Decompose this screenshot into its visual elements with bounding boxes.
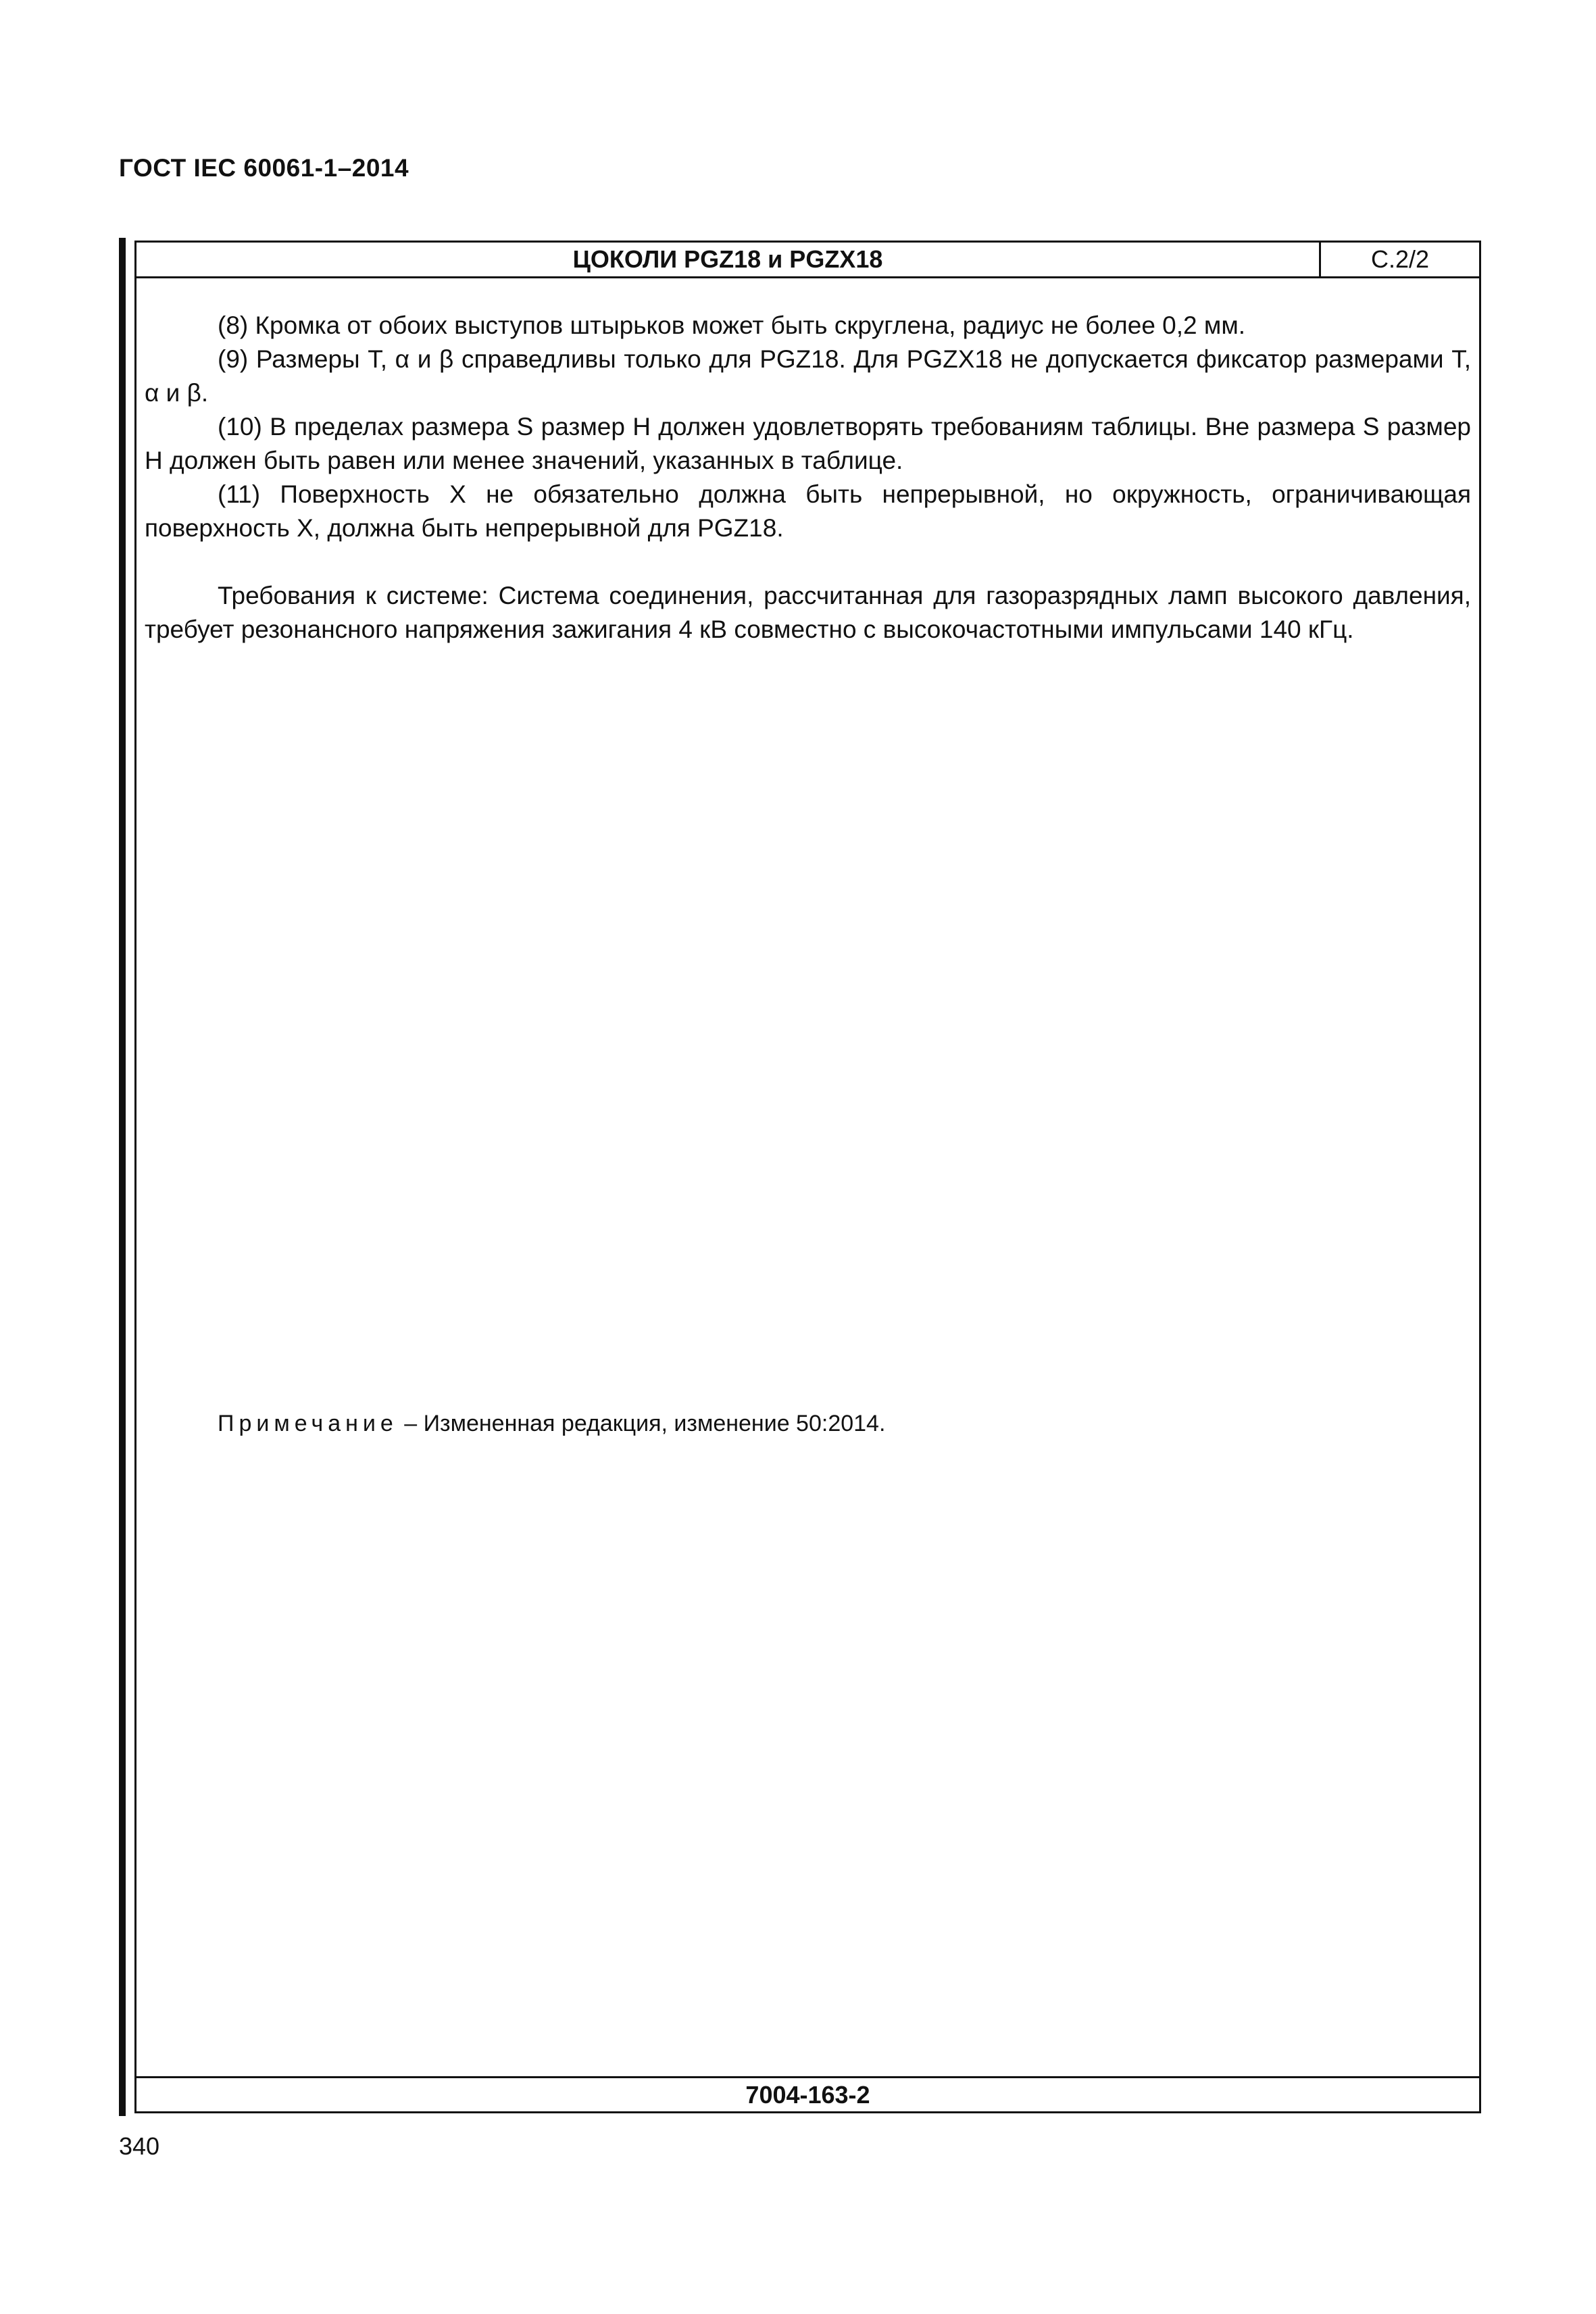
sheet-header [136,243,1479,278]
note [218,1410,885,1437]
paragraph-11: (11) Поверхность X не обязательно должна быть непрерывной, но окружность, ограничивающая поверхность X, должна быть непрерывной для PGZ18. [145,480,1471,542]
sheet-footer-code: 7004-163-2 [136,2076,1479,2111]
note-label: Примечание [218,1411,398,1436]
page-number: 340 [119,2132,160,2160]
document-code: ГОСТ IEC 60061-1–2014 [119,154,409,182]
sheet-title: ЦОКОЛИ PGZ18 и PGZX18 [136,243,1321,276]
paragraph-9: (9) Размеры T, α и β справедливы только для PGZ18. Для PGZX18 не допускается фиксатор размерами T, α и β. [145,345,1471,407]
sheet-content [145,309,1471,647]
paragraph-10: (10) В пределах размера S размер H должен удовлетворять требованиям таблицы. Вне размера S размер H должен быть равен или менее значений, указанных в таблице. [145,413,1471,474]
standard-sheet-frame [134,241,1481,2113]
note-text: – Измененная редакция, изменение 50:2014. [397,1411,886,1436]
system-requirements-paragraph: Требования к системе: Система соединения, рассчитанная для газоразрядных ламп высокого давления, требует резонансного напряжения зажигания 4 кВ совместно с высокочастотными импульсами 140 кГц. [145,582,1471,643]
margin-bar [119,238,126,2116]
sheet-number: С.2/2 [1370,245,1430,273]
paragraph-8: (8) Кромка от обоих выступов штырьков может быть скруглена, радиус не более 0,2 мм. [218,311,1246,339]
